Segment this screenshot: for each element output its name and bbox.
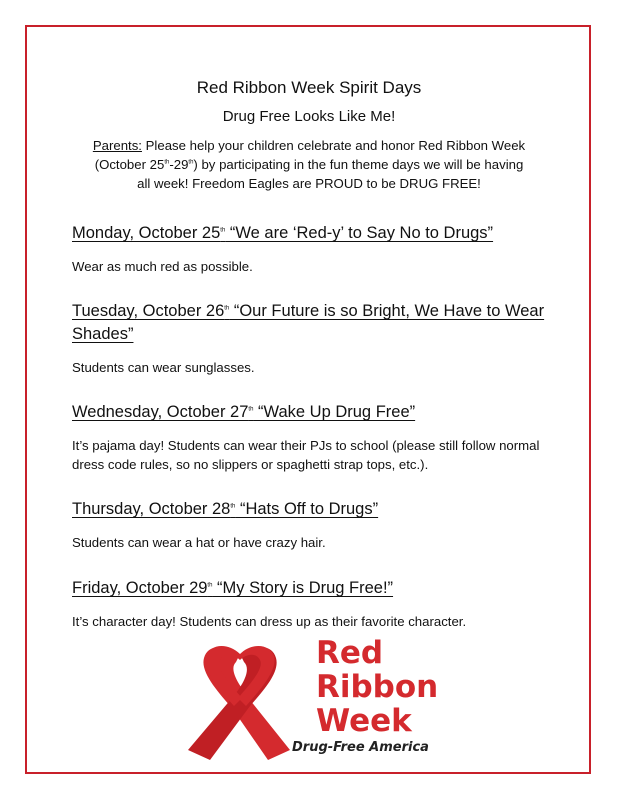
intro-sup2: th [188,159,194,166]
page-subtitle: Drug Free Looks Like Me! [222,108,396,125]
red-ribbon-week-logo [180,636,470,764]
day-heading-date: Monday, October 25 [72,224,221,242]
intro-paragraph [60,136,558,193]
day-heading [72,498,552,521]
day-description: Wear as much red as possible. [72,259,253,274]
day-heading-theme: “Our Future is so Bright, We Have to Wear Shades” [72,302,545,343]
page-title: Red Ribbon Week Spirit Days [196,78,422,97]
intro-line2b: -29 [169,157,189,172]
intro-line2c: ) by participating in the fun theme days we will be having [193,157,524,172]
day-heading [72,300,552,346]
day-description: It’s character day! Students can dress up as their favorite character. [72,614,467,629]
day-friday [72,577,552,631]
logo-line-ribbon: Ribbon [316,669,439,705]
intro-line1: Please help your children celebrate and honor Red Ribbon Week [141,138,526,153]
intro-line2a: (October 25 [94,157,165,172]
logo-line-red: Red [316,635,384,671]
day-heading-suffix: th [220,227,226,234]
day-wednesday [72,401,552,474]
day-thursday [72,498,552,552]
intro-sup1: th [164,159,170,166]
intro-label: Parents: [92,138,142,153]
day-heading-theme: “We are ‘Red-y’ to Say No to Drugs” [225,224,494,242]
day-heading [72,222,552,245]
day-heading-theme: “Wake Up Drug Free” [253,403,416,421]
day-heading-suffix: th [248,406,254,413]
day-description: It’s pajama day! Students can wear their PJs to school (please still follow normal dress code rules, so no slippers or spaghetti strap tops, etc.). [72,438,540,472]
day-heading-suffix: th [207,582,213,589]
day-heading-theme: “My Story is Drug Free!” [212,579,394,597]
day-heading-date: Tuesday, October 26 [72,302,225,320]
day-monday [72,222,552,276]
intro-line3: all week! Freedom Eagles are PROUD to be DRUG FREE! [137,176,481,191]
day-heading-suffix: th [224,305,230,312]
red-ribbon-icon [180,640,300,766]
day-heading [72,401,552,424]
day-heading-date: Thursday, October 28 [72,500,231,518]
day-heading-suffix: th [230,503,236,510]
day-description: Students can wear sunglasses. [72,360,255,375]
logo-wordmark [316,636,466,738]
logo-line-week: Week [316,703,412,739]
day-tuesday [72,300,552,377]
day-heading-theme: “Hats Off to Drugs” [235,500,379,518]
day-description: Students can wear a hat or have crazy hair. [72,535,326,550]
day-heading-date: Wednesday, October 27 [72,403,249,421]
logo-tagline: Drug-Free America [292,740,429,755]
day-heading-date: Friday, October 29 [72,579,208,597]
day-heading [72,577,552,600]
